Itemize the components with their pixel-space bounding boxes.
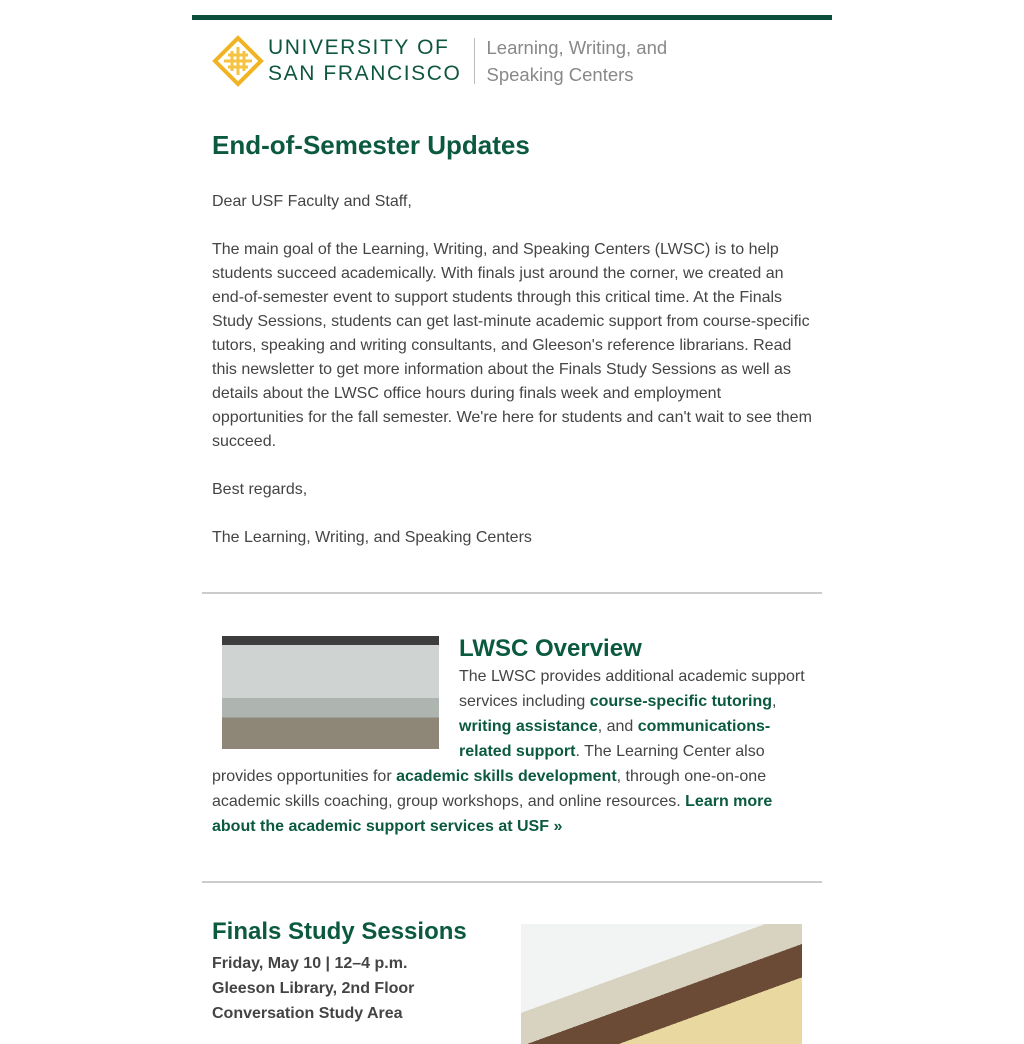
greeting: Dear USF Faculty and Staff, xyxy=(212,193,412,210)
finals-section xyxy=(192,883,832,1026)
finals-location: Gleeson Library, 2nd Floor xyxy=(212,980,415,997)
finals-date: Friday, May 10 | 12–4 p.m. xyxy=(212,955,408,972)
text: . The Learning Center also provides opportunities for xyxy=(212,743,765,785)
logo-line-1: UNIVERSITY OF xyxy=(268,36,450,59)
usf-cross-logo-icon xyxy=(212,35,264,87)
students-studying-photo xyxy=(521,924,802,1044)
finals-location-area: Conversation Study Area xyxy=(212,1005,403,1022)
academic-skills-link[interactable]: academic skills development xyxy=(396,768,617,785)
learn-more-link[interactable]: Learn more about the academic support services at USF » xyxy=(212,793,773,835)
signature: The Learning, Writing, and Speaking Centers xyxy=(212,529,532,546)
unit-line-1: Learning, Writing, and xyxy=(486,37,668,58)
usf-logo[interactable] xyxy=(212,34,667,88)
logo-divider xyxy=(474,38,475,84)
overview-section xyxy=(192,594,832,839)
writing-assistance-link[interactable]: writing assistance xyxy=(459,718,598,735)
header xyxy=(192,20,832,100)
text: , and xyxy=(597,718,638,735)
intro-section xyxy=(192,128,832,550)
unit-line-2: Speaking Centers xyxy=(486,64,634,85)
unit-name xyxy=(487,34,668,88)
finals-title: Finals Study Sessions xyxy=(212,918,467,945)
communications-support-link[interactable]: communications-related support xyxy=(459,718,771,760)
page-title: End-of-Semester Updates xyxy=(212,130,530,160)
logo-line-2: SAN FRANCISCO xyxy=(268,62,462,85)
lwsc-office-photo xyxy=(222,636,439,749)
text: , xyxy=(771,693,777,710)
text: , through one-on-one academic skills coaching, group workshops, and online resources. xyxy=(212,768,767,810)
text: The LWSC provides additional academic support services including xyxy=(459,668,805,710)
university-name xyxy=(268,35,462,87)
course-specific-tutoring-link[interactable]: course-specific tutoring xyxy=(589,693,772,710)
intro-body: The main goal of the Learning, Writing, and Speaking Centers (LWSC) is to help students succeed academically. With finals just around the corner, we created an end-of-semester event to support students through this critical time. At the Finals Study Sessions, students can get last-minute academic support from course-specific tutors, speaking and writing consultants, and Gleeson's reference librarians. Read this newsletter to get more information about the Finals Study Sessions as well as details about the LWSC office hours during finals week and employment opportunities for the fall semester. We're here for students and can't wait to see them succeed. xyxy=(212,241,812,450)
newsletter xyxy=(192,15,832,1026)
overview-title: LWSC Overview xyxy=(459,635,642,662)
closing: Best regards, xyxy=(212,481,308,498)
